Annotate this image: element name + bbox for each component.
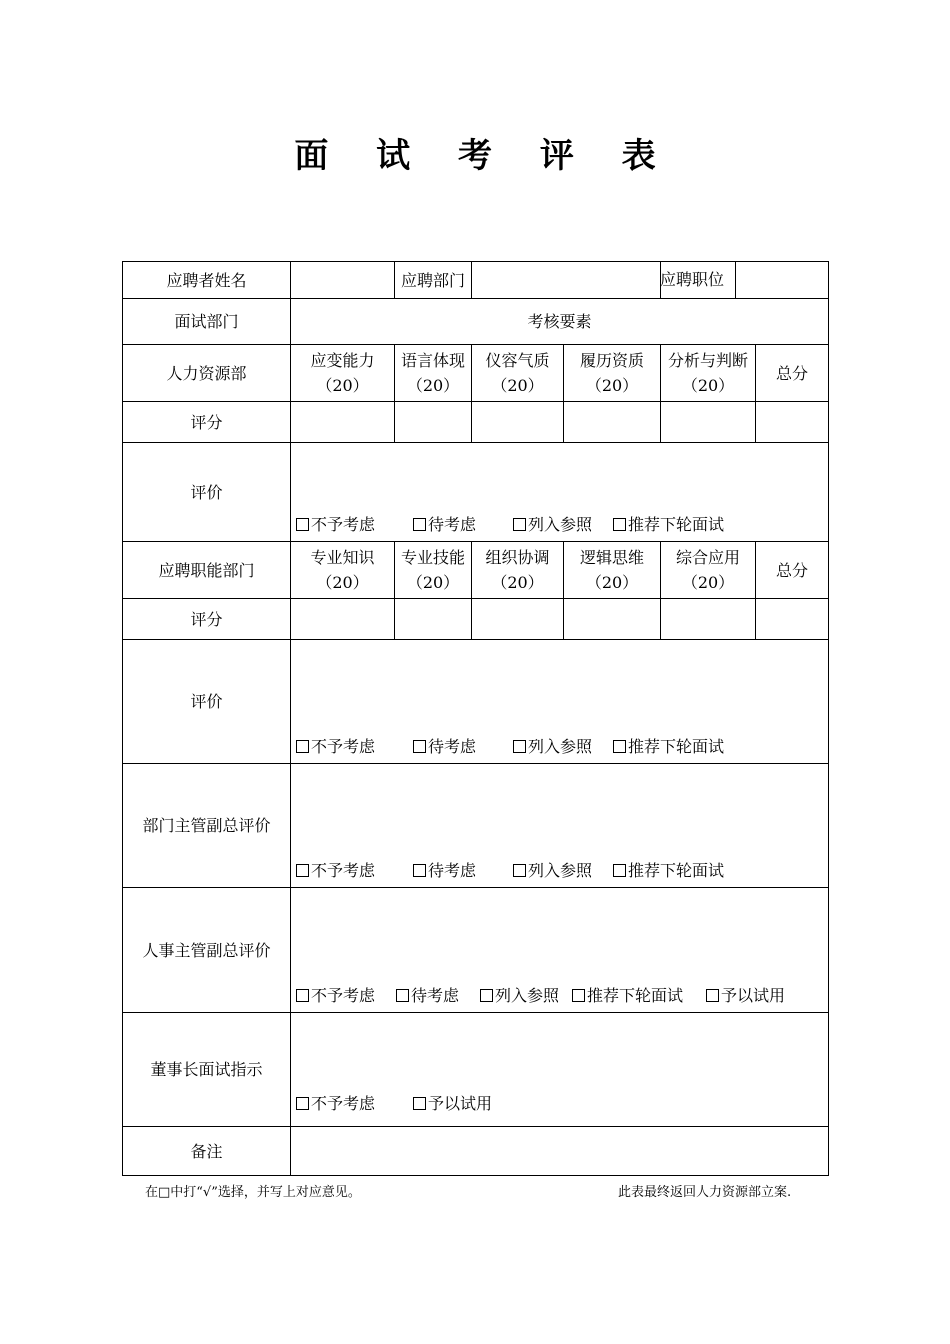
criterion-points: （20） [585, 573, 639, 592]
option-label: 推荐下轮面试 [587, 986, 684, 1005]
option-label: 推荐下轮面试 [628, 737, 725, 756]
option-pending[interactable] [413, 734, 513, 759]
func-evaluation-options [296, 734, 724, 759]
criterion-points: （20） [491, 376, 544, 395]
checkbox-icon[interactable] [613, 864, 626, 877]
option-reference[interactable] [513, 734, 613, 759]
criterion-points: （20） [406, 573, 460, 592]
dept-vp-options [296, 858, 724, 883]
applied-dept-label: 应聘部门 [395, 262, 472, 299]
applicant-name-field[interactable] [291, 262, 395, 299]
criterion-points: （20） [316, 376, 369, 395]
option-pending[interactable] [413, 858, 513, 883]
checkbox-icon[interactable] [613, 740, 626, 753]
hr-criterion-1 [291, 345, 395, 402]
hr-total-cell[interactable] [756, 402, 829, 443]
criterion-points: （20） [681, 376, 735, 395]
checkbox-icon[interactable] [296, 864, 309, 877]
remarks-row [123, 1127, 829, 1176]
option-label: 待考虑 [428, 515, 477, 534]
chairman-options [296, 1091, 492, 1116]
checkbox-icon[interactable] [296, 740, 309, 753]
checkbox-icon[interactable] [396, 989, 409, 1002]
option-label: 不予考虑 [311, 1094, 376, 1113]
chairman-cell[interactable] [291, 1013, 829, 1127]
option-label: 不予考虑 [311, 737, 376, 756]
option-reference[interactable] [480, 983, 572, 1008]
hr-criterion-2 [395, 345, 472, 402]
option-label: 待考虑 [411, 986, 460, 1005]
criterion-name: 专业知识 [310, 548, 375, 567]
hr-evaluation-options [296, 512, 724, 537]
hr-section-label: 人力资源部 [123, 345, 291, 402]
criterion-points: （20） [491, 573, 544, 592]
remarks-field[interactable] [291, 1127, 829, 1176]
criterion-name: 分析与判断 [667, 351, 748, 370]
option-label: 待考虑 [428, 737, 477, 756]
criterion-name: 逻辑思维 [579, 548, 644, 567]
func-section-label: 应聘职能部门 [123, 542, 291, 599]
hr-vp-row [123, 888, 829, 1013]
option-label: 予以试用 [721, 986, 786, 1005]
criteria-header-row [123, 299, 829, 345]
func-criteria-row [123, 542, 829, 599]
criterion-points: （20） [681, 573, 735, 592]
func-evaluation-cell[interactable] [291, 640, 829, 764]
position-cell [661, 262, 829, 299]
hr-evaluation-cell[interactable] [291, 443, 829, 542]
func-score-row [123, 599, 829, 640]
hr-vp-options [296, 983, 785, 1008]
criterion-name: 语言体现 [400, 351, 465, 370]
func-evaluation-row [123, 640, 829, 764]
option-label: 不予考虑 [311, 515, 376, 534]
applied-position-field[interactable] [736, 262, 828, 298]
criterion-name: 综合应用 [675, 548, 740, 567]
interview-dept-label: 面试部门 [123, 299, 291, 345]
option-label: 不予考虑 [311, 986, 376, 1005]
option-label: 予以试用 [428, 1094, 493, 1113]
checkbox-icon[interactable] [480, 989, 493, 1002]
chairman-label: 董事长面试指示 [123, 1013, 291, 1127]
func-score-cell[interactable] [564, 599, 661, 640]
option-reject[interactable] [296, 1091, 413, 1116]
option-reject[interactable] [296, 734, 413, 759]
criterion-name: 应变能力 [310, 351, 375, 370]
option-reject[interactable] [296, 983, 396, 1008]
checkbox-icon[interactable] [296, 1097, 309, 1110]
option-label: 推荐下轮面试 [628, 861, 725, 880]
option-reference[interactable] [513, 512, 613, 537]
hr-vp-cell[interactable] [291, 888, 829, 1013]
checkbox-icon[interactable] [513, 518, 526, 531]
func-criterion-4 [564, 542, 661, 599]
hr-score-row [123, 402, 829, 443]
hr-score-cell[interactable] [661, 402, 756, 443]
hr-score-cell[interactable] [395, 402, 472, 443]
option-next-round[interactable] [572, 983, 706, 1008]
option-label: 待考虑 [428, 861, 477, 880]
option-next-round[interactable] [613, 858, 724, 883]
criterion-name: 仪容气质 [485, 351, 550, 370]
func-criterion-2 [395, 542, 472, 599]
dept-vp-row [123, 764, 829, 888]
checkbox-icon[interactable] [296, 989, 309, 1002]
criterion-name: 履历资质 [579, 351, 644, 370]
hr-criteria-row [123, 345, 829, 402]
criterion-name: 专业技能 [400, 548, 465, 567]
option-label: 列入参照 [528, 861, 593, 880]
applicant-info-row [123, 262, 829, 299]
chairman-row [123, 1013, 829, 1127]
hr-total-label: 总分 [756, 345, 829, 402]
func-score-cell[interactable] [395, 599, 472, 640]
func-total-label: 总分 [756, 542, 829, 599]
option-next-round[interactable] [613, 734, 724, 759]
checkbox-icon[interactable] [513, 864, 526, 877]
footer-note: 此表最终返回人力资源部立案. [618, 1185, 792, 1200]
checkbox-icon[interactable] [413, 518, 426, 531]
option-pending[interactable] [413, 512, 513, 537]
option-reject[interactable] [296, 512, 413, 537]
func-total-cell[interactable] [756, 599, 829, 640]
applicant-name-label: 应聘者姓名 [123, 262, 291, 299]
interview-evaluation-table [122, 261, 829, 1176]
option-trial[interactable] [706, 983, 785, 1008]
func-criterion-3 [472, 542, 564, 599]
remarks-label: 备注 [123, 1127, 291, 1176]
criteria-label: 考核要素 [291, 299, 829, 345]
hr-criterion-5 [661, 345, 756, 402]
func-evaluation-label: 评价 [123, 640, 291, 764]
hr-score-cell[interactable] [291, 402, 395, 443]
func-criterion-1 [291, 542, 395, 599]
dept-vp-label: 部门主管副总评价 [123, 764, 291, 888]
hr-vp-label: 人事主管副总评价 [123, 888, 291, 1013]
func-score-label: 评分 [123, 599, 291, 640]
applied-dept-field[interactable] [472, 262, 661, 299]
hr-score-label: 评分 [123, 402, 291, 443]
footer-instruction: 在□中打“√”选择，并写上对应意见。 [145, 1185, 361, 1200]
hr-criterion-3 [472, 345, 564, 402]
option-next-round[interactable] [613, 512, 724, 537]
option-label: 不予考虑 [311, 861, 376, 880]
func-score-cell[interactable] [472, 599, 564, 640]
hr-criterion-4 [564, 345, 661, 402]
option-pending[interactable] [396, 983, 480, 1008]
checkbox-icon[interactable] [413, 864, 426, 877]
checkbox-icon[interactable] [296, 518, 309, 531]
checkbox-icon[interactable] [613, 518, 626, 531]
hr-evaluation-label: 评价 [123, 443, 291, 542]
hr-score-cell[interactable] [472, 402, 564, 443]
checkbox-icon[interactable] [413, 1097, 426, 1110]
checkbox-icon[interactable] [413, 740, 426, 753]
checkbox-icon[interactable] [513, 740, 526, 753]
func-criterion-5 [661, 542, 756, 599]
func-score-cell[interactable] [661, 599, 756, 640]
applied-position-label: 应聘职位 [649, 262, 736, 298]
option-reject[interactable] [296, 858, 413, 883]
option-label: 推荐下轮面试 [628, 515, 725, 534]
option-label: 列入参照 [495, 986, 560, 1005]
criterion-points: （20） [316, 573, 369, 592]
criterion-name: 组织协调 [485, 548, 550, 567]
page-title: 面 试 考 评 表 [294, 136, 674, 176]
option-label: 列入参照 [528, 515, 593, 534]
checkbox-icon[interactable] [706, 989, 719, 1002]
func-score-cell[interactable] [291, 599, 395, 640]
checkbox-icon[interactable] [572, 989, 585, 1002]
criterion-points: （20） [585, 376, 639, 395]
hr-score-cell[interactable] [564, 402, 661, 443]
criterion-points: （20） [406, 376, 460, 395]
option-trial[interactable] [413, 1091, 492, 1116]
option-reference[interactable] [513, 858, 613, 883]
hr-evaluation-row [123, 443, 829, 542]
option-label: 列入参照 [528, 737, 593, 756]
dept-vp-cell[interactable] [291, 764, 829, 888]
